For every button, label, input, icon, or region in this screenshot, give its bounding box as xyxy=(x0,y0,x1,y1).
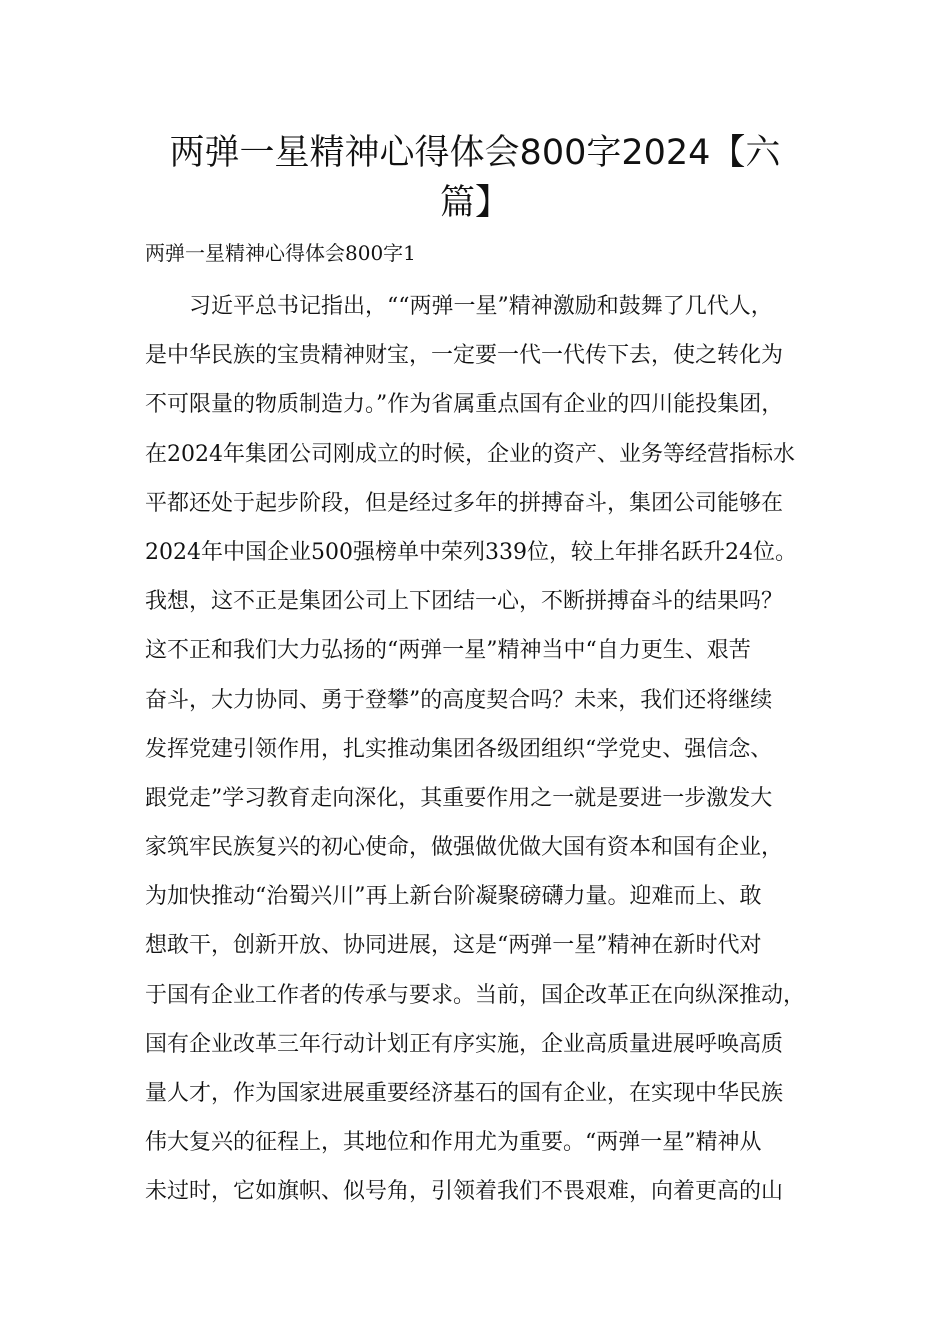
paragraph-line: 量人才，作为国家进展重要经济基石的国有企业，在实现中华民族 xyxy=(145,1081,784,1106)
section-heading: 两弹一星精神心得体会800字1 xyxy=(145,241,416,265)
paragraph-line: 在2024年集团公司刚成立的时候，企业的资产、业务等经营指标水 xyxy=(145,441,795,467)
paragraph-line: 跟党走”学习教育走向深化，其重要作用之一就是要进一步激发大 xyxy=(145,785,773,811)
paragraph-line: 伟大复兴的征程上，其地位和作用尤为重要。“两弹一星”精神从 xyxy=(145,1130,762,1156)
paragraph-line: 不可限量的物质制造力。”作为省属重点国有企业的四川能投集团， xyxy=(145,392,784,418)
paragraph-line: 家筑牢民族复兴的初心使命，做强做优做大国有资本和国有企业， xyxy=(145,835,784,861)
paragraph-line: 发挥党建引领作用，扎实推动集团各级团组织“学党史、强信念、 xyxy=(145,736,773,762)
paragraph-line: 是中华民族的宝贵精神财宝，一定要一代一代传下去，使之转化为 xyxy=(145,343,784,369)
paragraph-line: 平都还处于起步阶段，但是经过多年的拼搏奋斗，集团公司能够在 xyxy=(145,490,784,516)
paragraph-line: 习近平总书记指出，““两弹一星”精神激励和鼓舞了几代人， xyxy=(189,294,773,319)
paragraph-line: 2024年中国企业500强榜单中荣列339位，较上年排名跃升24位。 xyxy=(145,539,797,565)
paragraph-line: 为加快推动“治蜀兴川”再上新台阶凝聚磅礴力量。迎难而上、敢 xyxy=(145,884,762,910)
body-paragraph xyxy=(145,282,835,1217)
paragraph-line: 奋斗，大力协同、勇于登攀”的高度契合吗？未来，我们还将继续 xyxy=(145,687,773,713)
title-line-2: 篇】 xyxy=(439,183,510,223)
paragraph-line: 这不正和我们大力弘扬的“两弹一星”精神当中“自力更生、艰苦 xyxy=(145,638,751,664)
paragraph-line: 想敢干，创新开放、协同进展，这是“两弹一星”精神在新时代对 xyxy=(145,933,762,959)
paragraph-line: 我想，这不正是集团公司上下团结一心，不断拼搏奋斗的结果吗？ xyxy=(145,589,784,615)
document-title xyxy=(100,128,850,228)
paragraph-line: 于国有企业工作者的传承与要求。当前，国企改革正在向纵深推动， xyxy=(145,982,806,1008)
paragraph-line: 未过时，它如旗帜、似号角，引领着我们不畏艰难，向着更高的山 xyxy=(145,1179,784,1205)
title-line-1: 两弹一星精神心得体会800字2024【六 xyxy=(169,133,781,173)
paragraph-line: 国有企业改革三年行动计划正有序实施，企业高质量进展呼唤高质 xyxy=(145,1031,784,1057)
